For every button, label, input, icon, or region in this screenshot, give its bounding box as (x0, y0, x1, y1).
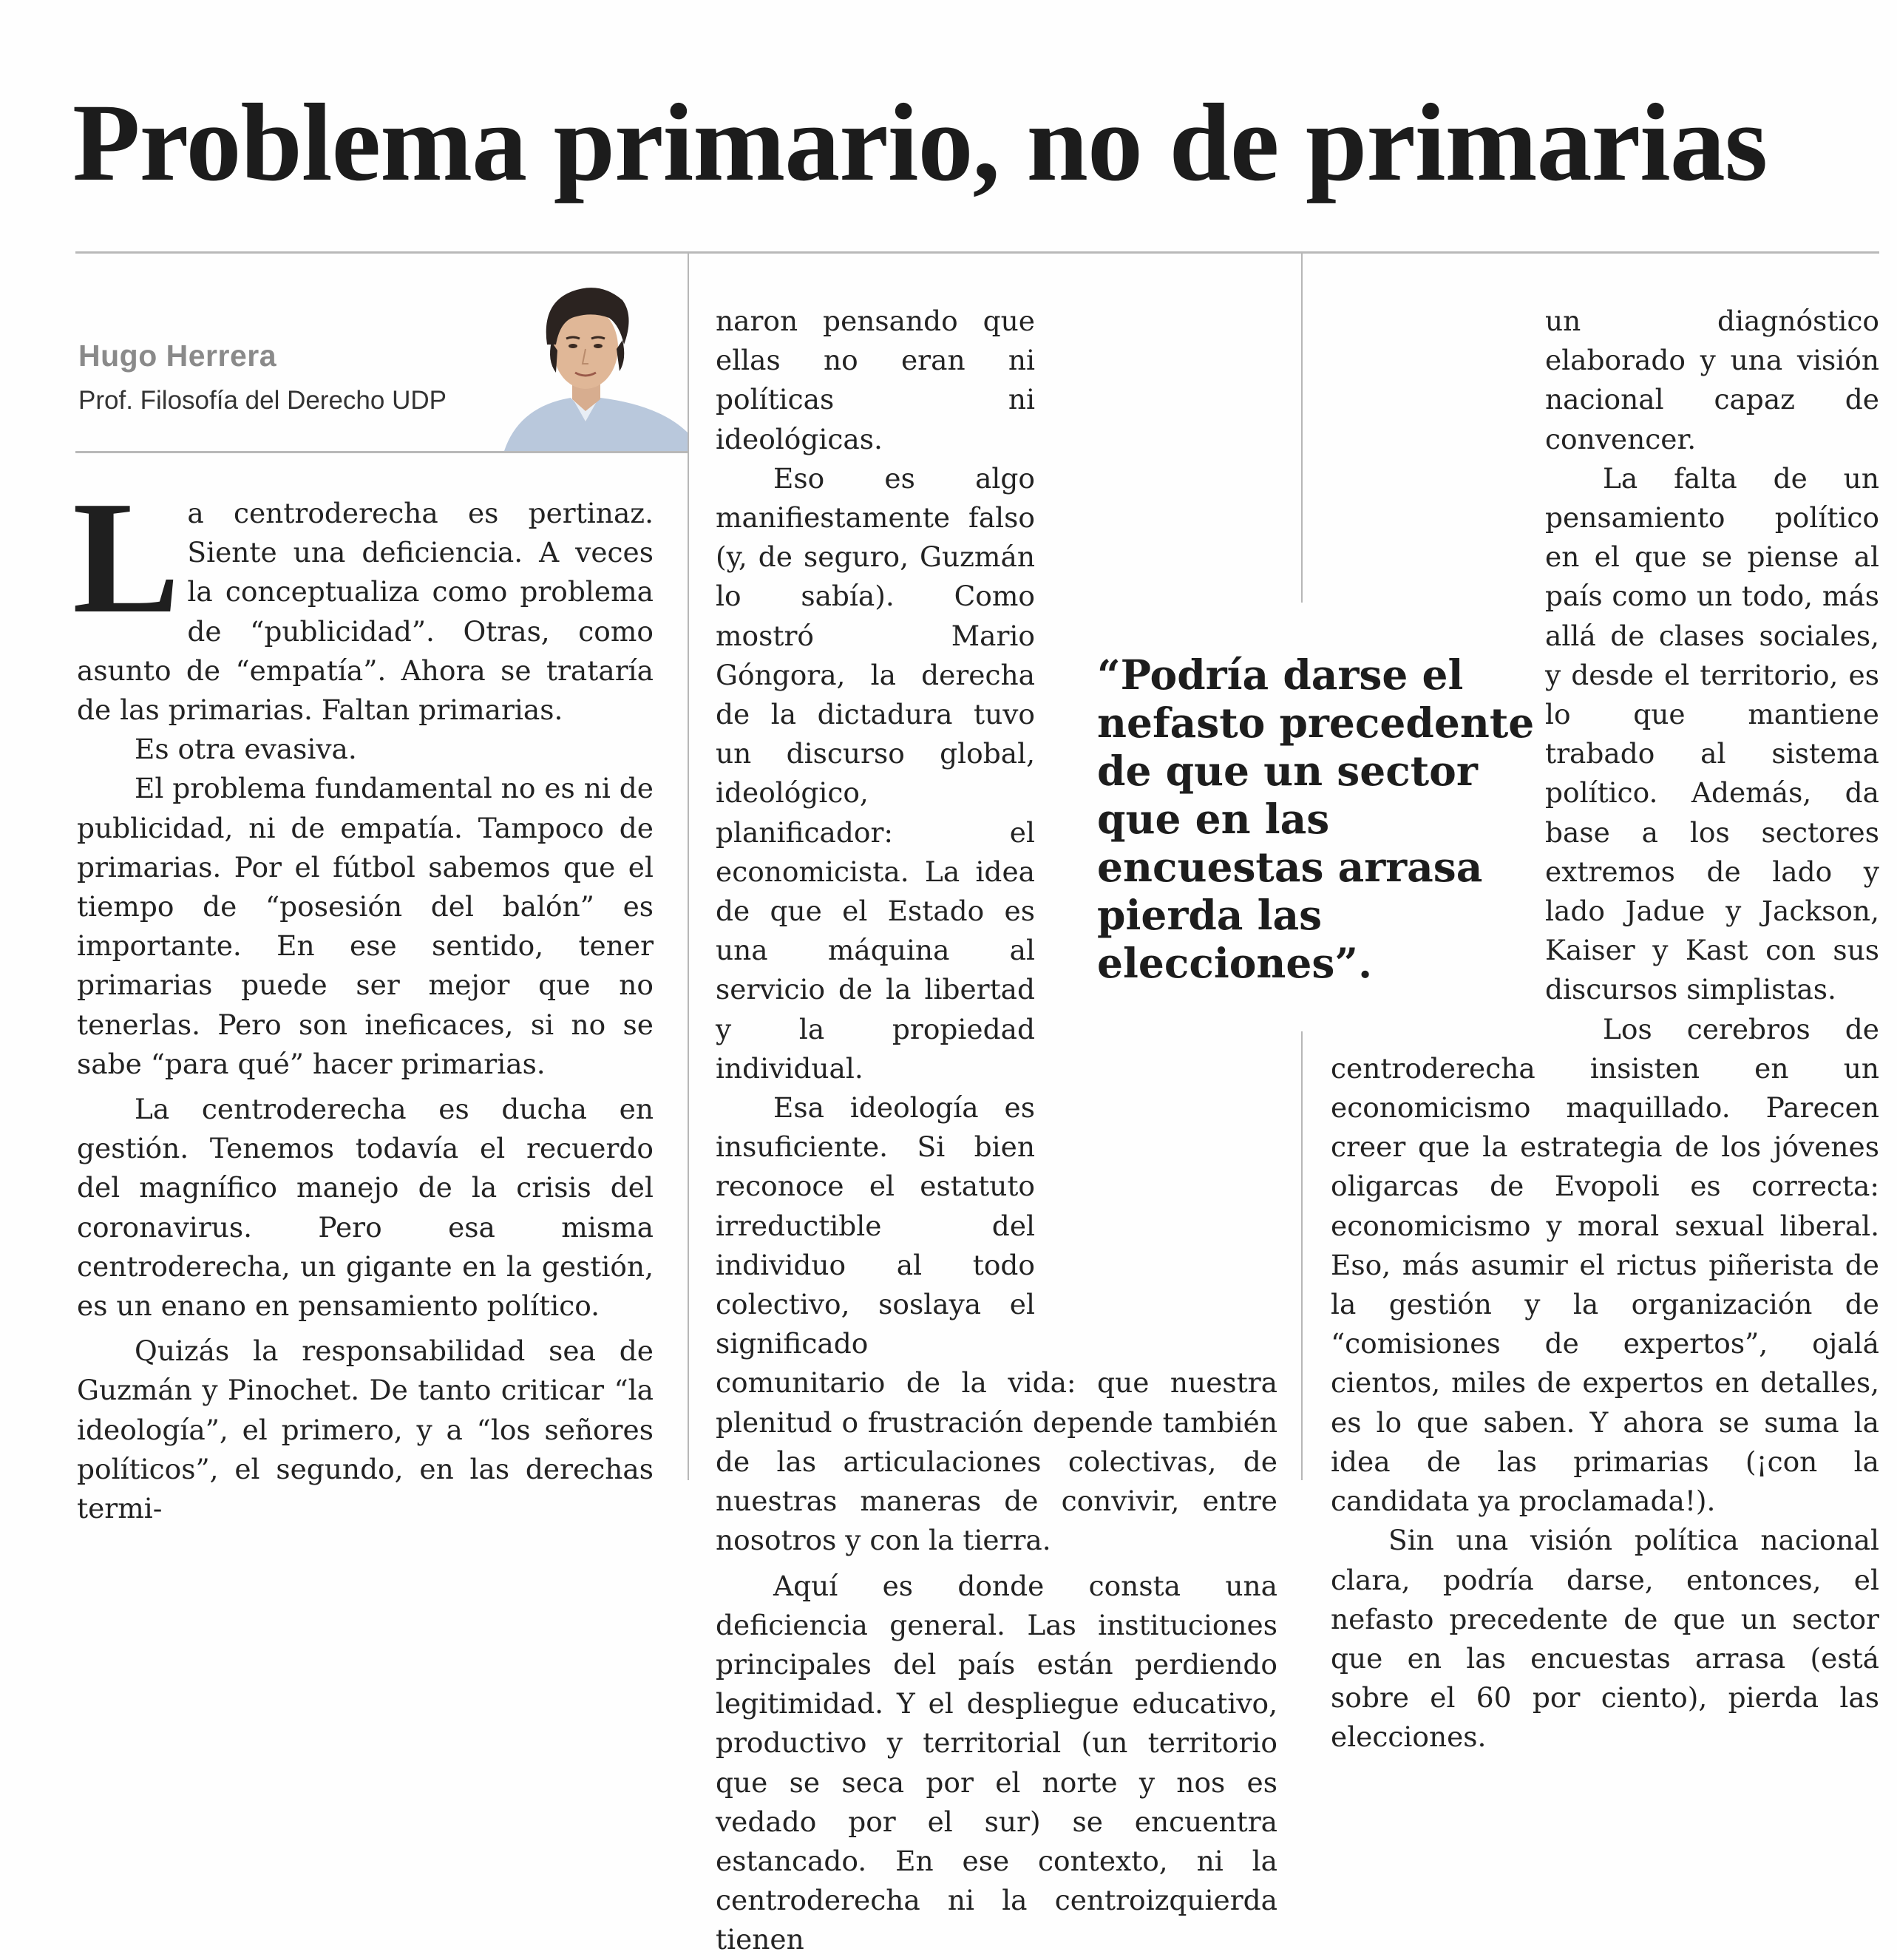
paragraph: La falta de un pensamiento político en el que se piense al país como un todo, más allá de clases sociales, y desde el territorio, es lo que mantiene trabado al sistema político. Además, da base a los sectores extremos de lado y lado Jadue y Jackson, Kaiser y Kast con sus discursos simplistas. (1545, 461, 1879, 1006)
column-divider-2-upper (1301, 253, 1303, 603)
pull-quote-line: nefasto precedente (1097, 699, 1535, 747)
pull-quote-line: “Podría darse el (1097, 651, 1464, 699)
author-photo (489, 274, 688, 451)
author-role: Prof. Filosofía del Derecho UDP (78, 386, 447, 415)
paragraph: El problema fundamental no es ni de publicidad, ni de empatía. Tampoco de primarias. Por el fútbol sabemos que el tiempo de “posesión del balón” es importante. En ese sentido, tener primarias puede ser mejor que no tenerlas. Pero son ineficaces, si no se sabe “para qué” hacer primarias. (77, 772, 654, 1080)
paragraph: Aquí es donde consta una deficiencia general. Las instituciones principales del país están perdiendo legitimidad. Y el despliegue educativo, productivo y territorial (un territorio que se seca por el norte y nos es vedado por el sur) se encuentra estancado. En ese contexto, ni la centroderecha ni la centroizquierda tienen (716, 1569, 1277, 1956)
paragraph: Es otra evasiva. (135, 733, 357, 766)
paragraph: La centroderecha es pertinaz. Siente una deficiencia. A veces la conceptualiza como problema de “publicidad”. Otras, como asunto de “empatía”. Ahora se trataría de las primarias. Faltan primarias. (72, 469, 654, 727)
column-divider-2-lower (1301, 1031, 1303, 1480)
byline (75, 259, 688, 451)
paragraph: Eso es algo manifiestamente falso (y, de seguro, Guzmán lo sabía). Como mostró Mario Góngora, la derecha de la dictadura tuvo un discurso global, ideológico, planificador: el economicista. La idea de que el Estado es una máquina al servicio de la libertad y la propiedad individual. (716, 461, 1035, 1085)
author-name: Hugo Herrera (78, 339, 277, 373)
paragraph: un diagnóstico elaborado y una visión nacional capaz de convencer. (1545, 305, 1879, 455)
paragraph: Los cerebros de centroderecha insisten en un economicismo maquillado. Parecen creer que la estrategia de los jóvenes oligarcas de Evopoli es correcta: economicismo y moral sexual liberal. Eso, más asumir el rictus piñerista de la gestión y la organización de “comisiones de expertos”, ojalá cientos, miles de expertos en detalles, es lo que saben. Y ahora se suma la idea de las primarias (¡con la candidata ya proclamada!). (1331, 1012, 1879, 1518)
article-column-3 (1331, 302, 1879, 1757)
article-column-2 (716, 302, 1277, 1960)
pull-quote-line: que en las (1097, 795, 1330, 843)
paragraph: Sin una visión política nacional clara, podría darse, entonces, el nefasto precedente de que un sector que en las encuestas arrasa (está sobre el 60 por ciento), pierda las elecciones. (1331, 1524, 1879, 1754)
top-divider (75, 251, 1879, 254)
article-headline: Problema primario, no de primarias (72, 81, 1768, 204)
article-column-1 (72, 469, 654, 1528)
paragraph: Quizás la responsabilidad sea de Guzmán y Pinochet. De tanto criticar “la ideología”, el primero, y a “los señores políticos”, el segundo, en las derechas termi- (77, 1335, 654, 1525)
column-divider-1 (688, 253, 689, 1480)
pull-quote-line: pierda las (1097, 891, 1323, 939)
pull-quote (1097, 651, 1535, 987)
pull-quote-line: encuestas arrasa (1097, 843, 1483, 891)
pull-quote-line: elecciones”. (1097, 939, 1373, 987)
drop-cap: L (72, 469, 180, 647)
paragraph: Esa ideología es insuficiente. Si bien reconoce el estatuto irreductible del individuo al todo colectivo, soslaya el significado comunitario de la vida: que nuestra plenitud o frustración depende también de las articulaciones colectivas, de nuestras maneras de convivir, entre nosotros y con la tierra. (716, 1091, 1277, 1557)
byline-divider (75, 451, 688, 453)
paragraph: naron pensando que ellas no eran ni políticas ni ideológicas. (716, 305, 1035, 455)
paragraph: La centroderecha es ducha en gestión. Tenemos todavía el recuerdo del magnífico manejo de la crisis del coronavirus. Pero esa misma centroderecha, un gigante en la gestión, es un enano en pensamiento político. (77, 1093, 654, 1323)
pull-quote-line: de que un sector (1097, 747, 1478, 795)
